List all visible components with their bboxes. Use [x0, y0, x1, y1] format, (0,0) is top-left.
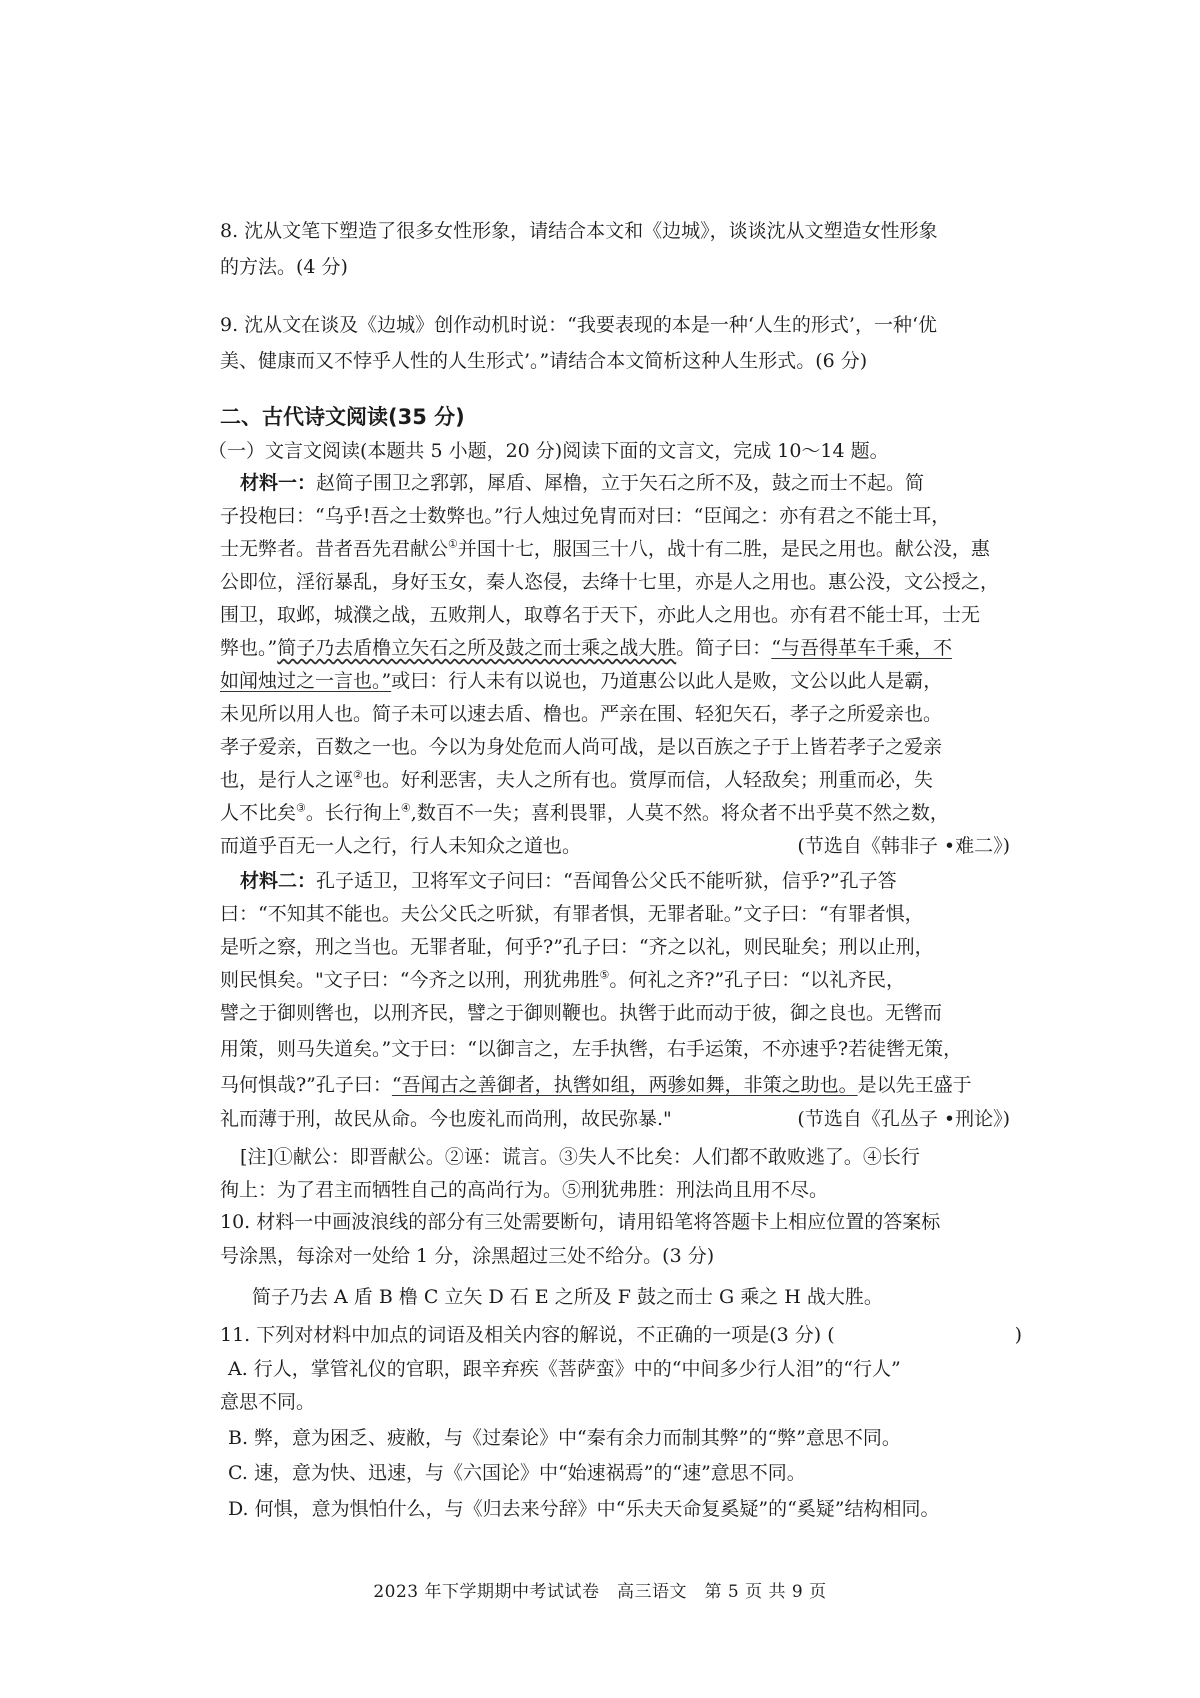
footnote-mark: ①	[448, 537, 458, 551]
material-1-label: 材料一：	[240, 472, 317, 494]
material-2-line-2: 曰：“不知其不能也。夫公父氏之听狱，有罪者惧，无罪者耻。”文子曰：“有罪者惧，	[220, 903, 924, 925]
text-segment: 并国十七，服国三十八，战十有二胜，是民之用也。献公没，惠	[457, 538, 990, 560]
material-1-line-6	[220, 635, 1010, 661]
text-segment: 也，是行人之诬	[220, 769, 354, 791]
question-10-line-1: 10. 材料一中画波浪线的部分有三处需要断句，请用铅笔将答题卡上相应位置的答案标	[220, 1211, 941, 1233]
material-2-line-3: 是听之察，刑之当也。无罪者耻，何乎?”孔子曰：“齐之以礼，则民耻矣；刑以止刑，	[220, 936, 934, 958]
material-1-line-10	[220, 767, 1010, 793]
material-1-text: 赵简子围卫之郛郭，犀盾、犀橹，立于矢石之所不及，鼓之而士不起。简	[316, 472, 925, 494]
material-1-line-2: 子投枹曰：“乌乎!吾之士数弊也。”行人烛过免胄而对曰：“臣闻之：亦有君之不能士耳，	[220, 505, 951, 527]
footnote-mark: ③	[296, 801, 306, 815]
option-b: B. 弊，意为困乏、疲敝，与《过秦论》中“秦有余力而制其弊”的“弊”意思不同。	[228, 1427, 901, 1449]
footnote-mark: ⑤	[599, 968, 610, 982]
question-9-line-1: 9. 沈从文在谈及《边城》创作动机时说：“我要表现的本是一种‘人生的形式’，一种‘优	[220, 314, 938, 336]
notes-line-2: 徇上：为了君主而牺牲自己的高尚行为。⑤刑犹弗胜：刑法尚且用不尽。	[220, 1179, 829, 1201]
material-1-line-12	[220, 833, 1010, 859]
text-segment: 。何礼之齐?”孔子曰：“以礼齐民，	[609, 969, 905, 991]
material-1-source: (节选自《韩非子 •难二》)	[797, 835, 1010, 857]
text-segment: 士无弊者。昔者吾先君献公	[220, 538, 449, 560]
material-2-line-8	[220, 1106, 1010, 1132]
question-10-options: 简子乃去 A 盾 B 橹 C 立矢 D 石 E 之所及 F 鼓之而士 G 乘之 H 战大胜。	[252, 1286, 883, 1308]
page-footer: 2023 年下学期期中考试试卷 高三语文 第 5 页 共 9 页	[373, 1582, 827, 1602]
text-segment: 人不比矣	[220, 802, 297, 824]
question-8-line-1: 8. 沈从文笔下塑造了很多女性形象，请结合本文和《边城》，谈谈沈从文塑造女性形象	[220, 220, 938, 242]
underlined-quote: 如闻烛过之一言也。”	[220, 670, 392, 692]
material-2-source: (节选自《孔丛子 •刑论》)	[797, 1108, 1010, 1130]
question-9-line-2: 美、健康而又不悖乎人性的人生形式’。”请结合本文简析这种人生形式。(6 分)	[220, 350, 868, 372]
option-d: D. 何惧，意为惧怕什么，与《归去来兮辞》中“乐夫天命复奚疑”的“奚疑”结构相同。	[228, 1498, 940, 1520]
text-segment: 弊也。”	[220, 637, 278, 659]
material-2-line-1	[240, 868, 1030, 894]
text-segment: 。长行徇上	[305, 802, 401, 824]
material-2-line-7	[220, 1072, 1010, 1098]
option-a-line-2: 意思不同。	[220, 1391, 316, 1413]
material-2-line-4	[220, 967, 1010, 993]
text-segment: 。简子曰：	[676, 637, 772, 659]
text-segment: 11. 下列对材料中加点的词语及相关内容的解说，不正确的一项是(3 分) (	[220, 1324, 835, 1346]
material-2-line-5: 譬之于御则辔也，以刑齐民，譬之于御则鞭也。执辔于此而动于彼，御之良也。无辔而	[220, 1002, 943, 1024]
material-2-line-6: 用策，则马失道矣。”文于曰：“以御言之，左手执辔，右手运策，不亦速乎?若徒辔无策，	[220, 1038, 963, 1060]
notes-line-1: [注]①献公：即晋献公。②诬：谎言。③失人不比矣：人们都不敢败逃了。④长行	[240, 1146, 920, 1168]
material-1-line-7	[220, 668, 1010, 694]
text-segment: )	[1014, 1324, 1023, 1346]
material-1-line-1	[240, 470, 1030, 496]
text-segment: 则民惧矣。"文子曰：“今齐之以刑，刑犹弗胜	[220, 969, 600, 991]
text-segment: 也。好利恶害，夫人之所有也。赏厚而信，人轻敌矣；刑重而必，失	[362, 769, 933, 791]
underlined-quote: “吾闻古之善御者，执辔如组，两骖如舞，非策之助也。	[391, 1074, 858, 1096]
section-intro: （一）文言文阅读(本题共 5 小题，20 分)阅读下面的文言文，完成 10～14 题。	[208, 440, 889, 462]
footnote-mark: ②	[353, 768, 363, 782]
underlined-quote: “与吾得革车千乘，不	[771, 637, 952, 659]
text-segment: 礼而薄于刑，故民从命。今也废礼而尚刑，故民弥暴."	[220, 1108, 672, 1130]
material-1-line-5: 围卫，取邺，城濮之战，五败荆人，取尊名于天下，亦此人之用也。亦有君不能士耳，士无	[220, 604, 981, 626]
question-11-stem	[220, 1322, 1023, 1348]
material-1-line-4: 公即位，淫衍暴乱，身好玉女，秦人恣侵，去绛十七里，亦是人之用也。惠公没，文公授之，	[220, 571, 1000, 593]
text-segment: 或曰：行人未有以说也，乃道惠公以此人是败，文公以此人是霸，	[391, 670, 943, 692]
material-1-line-11	[220, 800, 1010, 826]
text-segment: ,数百不一失；喜利畏罪，人莫不然。将众者不出乎莫不然之数，	[410, 802, 949, 824]
question-8-line-2: 的方法。(4 分)	[220, 256, 348, 278]
text-segment: 是以先王盛于	[857, 1074, 972, 1096]
section-heading: 二、古代诗文阅读(35 分)	[220, 405, 465, 429]
option-c: C. 速，意为快、迅速，与《六国论》中“始速祸焉”的“速”意思不同。	[228, 1462, 806, 1484]
text-segment: 而道乎百无一人之行，行人未知众之道也。	[220, 835, 582, 857]
material-1-line-9: 孝子爱亲，百数之一也。今以为身处危而人尚可战，是以百族之子于上皆若孝子之爱亲	[220, 736, 943, 758]
material-1-line-8: 未见所以用人也。简子未可以速去盾、橹也。严亲在围、轻犯矢石，孝子之所爱亲也。	[220, 703, 943, 725]
option-a-line-1: A. 行人，掌管礼仪的官职，跟辛弃疾《菩萨蛮》中的“中间多少行人泪”的“行人”	[228, 1358, 901, 1380]
material-2-text: 孔子适卫，卫将军文子问曰：“吾闻鲁公父氏不能听狱，信乎?”孔子答	[316, 870, 897, 892]
question-10-line-2: 号涂黑，每涂对一处给 1 分，涂黑超过三处不给分。(3 分)	[220, 1245, 715, 1267]
material-2-label: 材料二：	[240, 870, 317, 892]
material-1-line-3	[220, 536, 1010, 562]
wavy-underlined-sentence: 简子乃去盾橹立矢石之所及鼓之而士乘之战大胜	[277, 637, 677, 659]
footnote-mark: ④	[400, 801, 411, 815]
text-segment: 马何惧哉?”孔子曰：	[220, 1074, 392, 1096]
